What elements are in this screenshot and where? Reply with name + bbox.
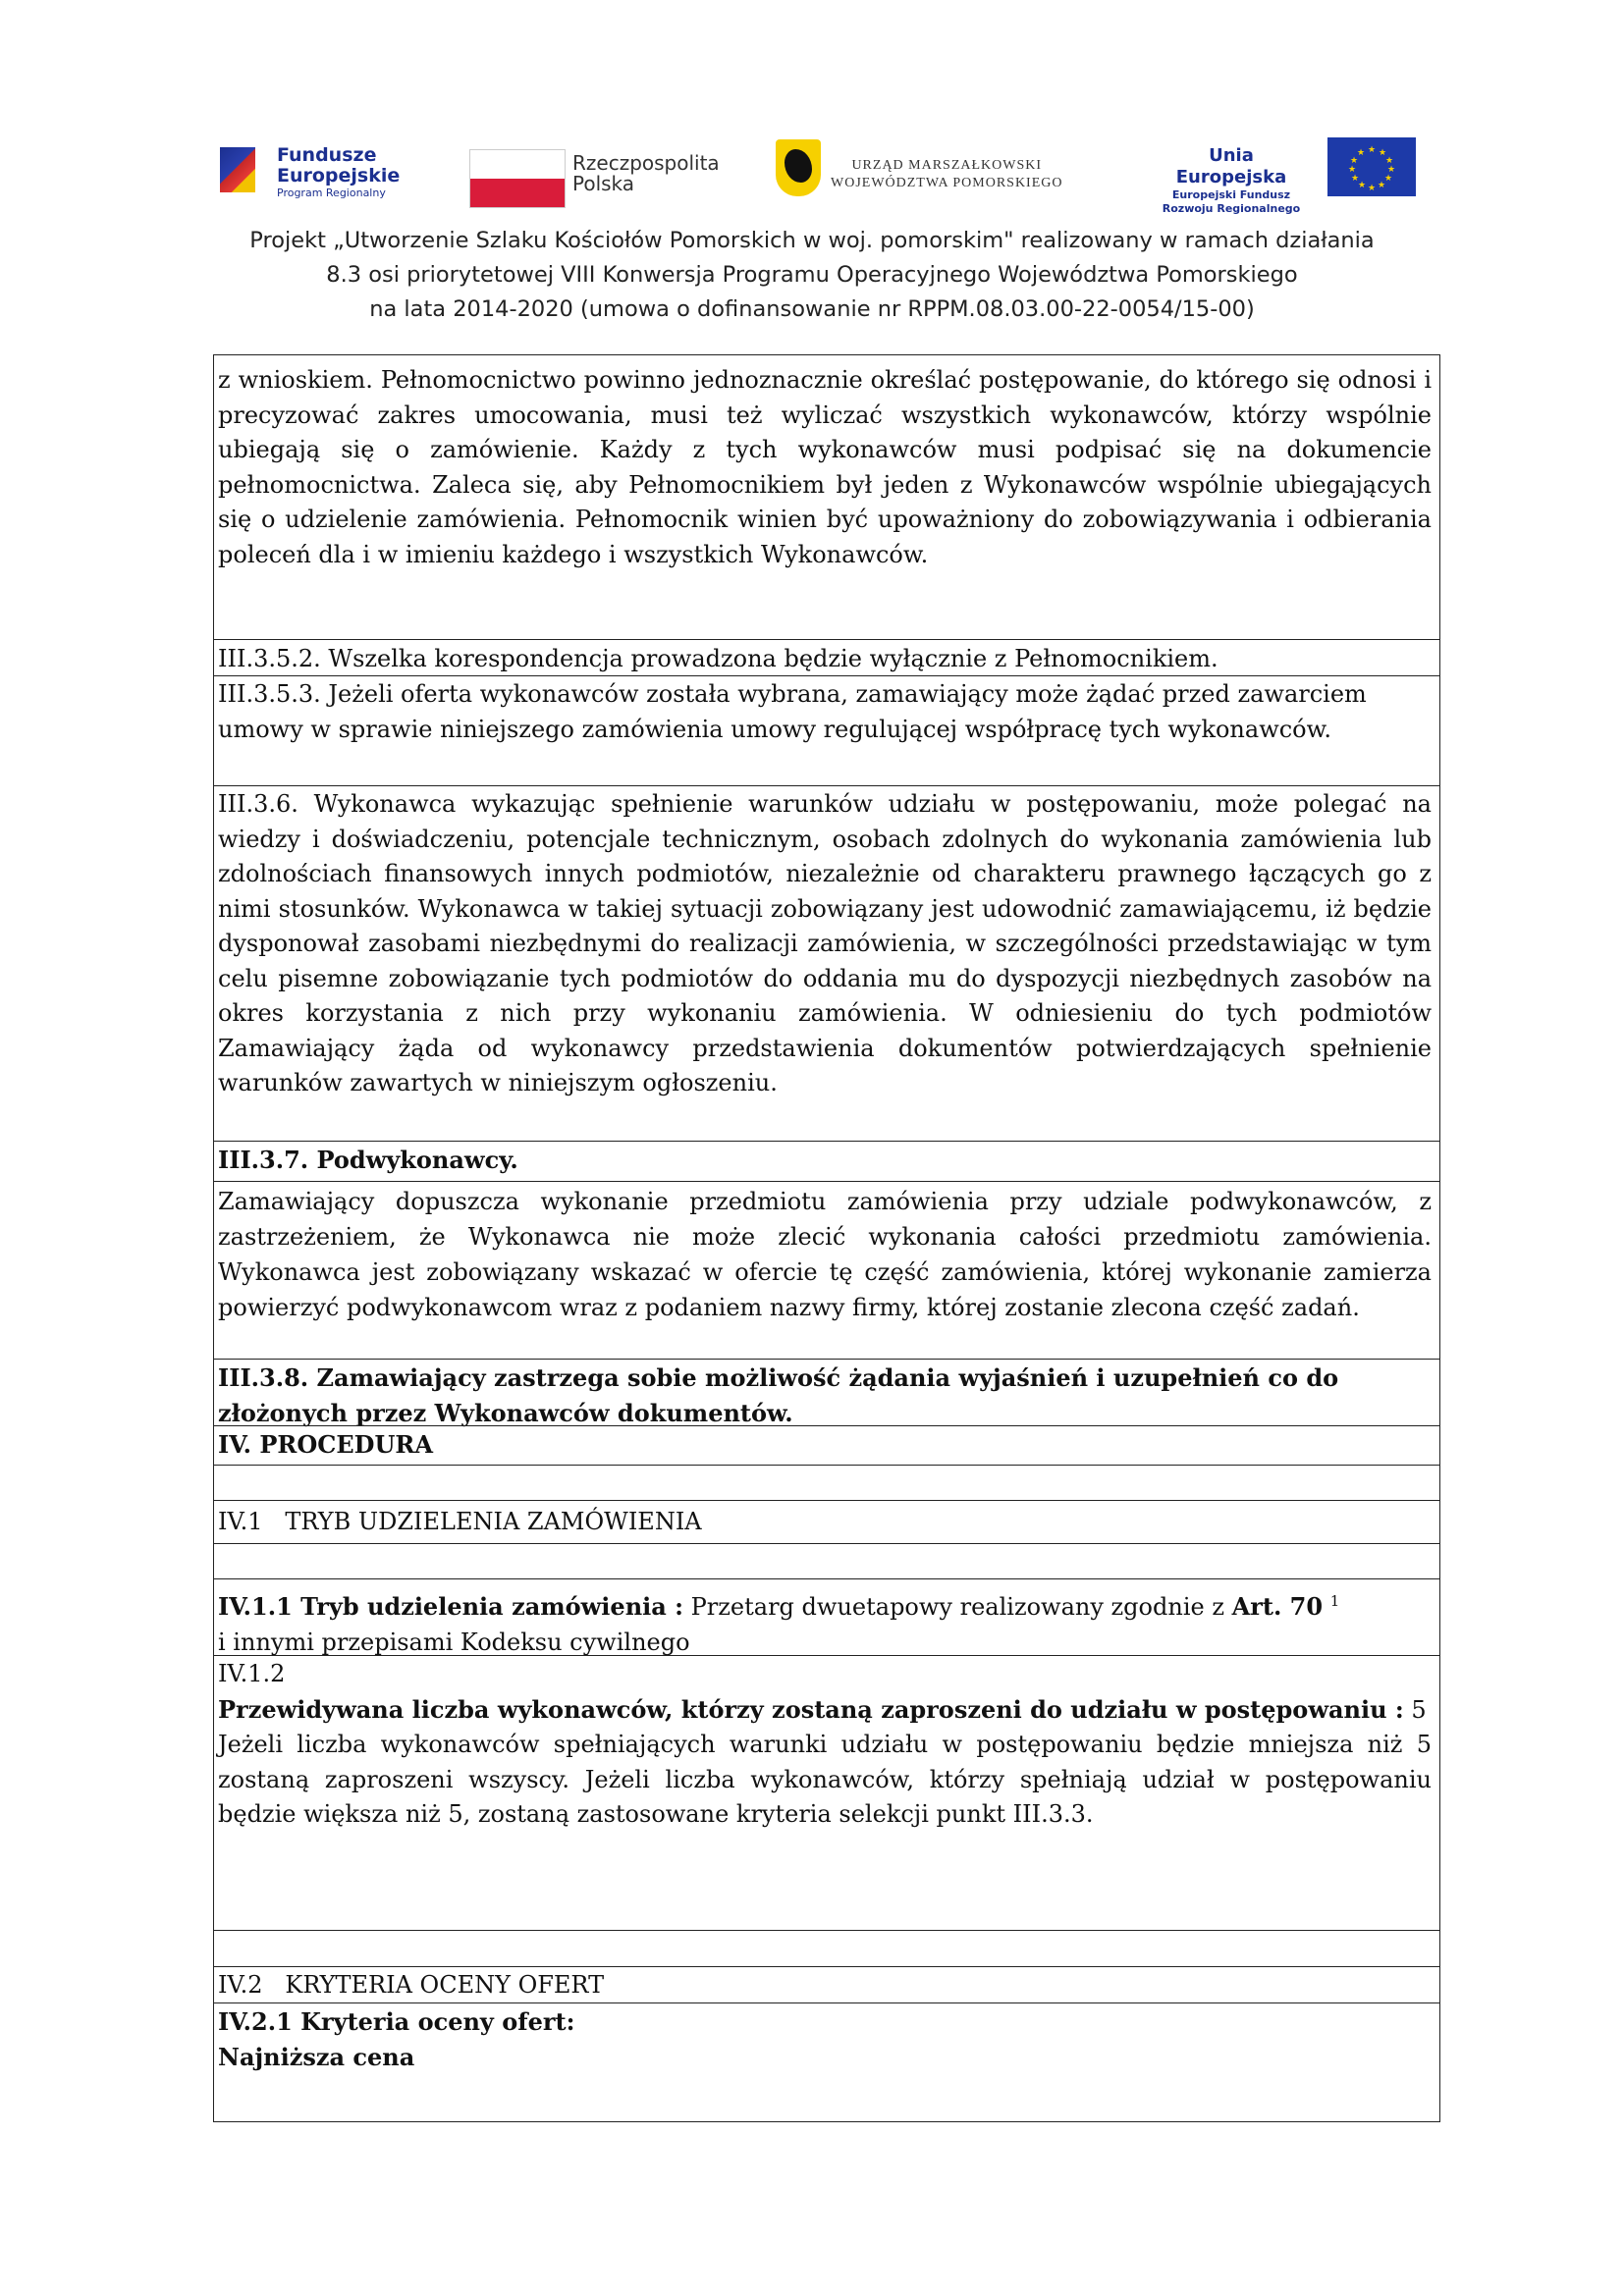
- divider: [213, 1543, 1440, 1544]
- divider: [213, 675, 1440, 676]
- fe-logo-text: Fundusze Europejskie Program Regionalny: [277, 144, 401, 199]
- section-3-3-5-2: III.3.5.2. Wszelka korespondencja prowadzona będzie wyłącznie z Pełnomocnikiem.: [218, 645, 1218, 672]
- divider: [213, 639, 1440, 640]
- ue-logo-text: Unia Europejska Europejski Fundusz Rozwoju Regionalnego: [1162, 145, 1301, 215]
- fe-star-icon: [220, 147, 255, 192]
- section-3-3-7-text: Zamawiający dopuszcza wykonanie przedmiotu zamówienia przy udziale podwykonawców, z zastrzeżeniem, że Wykonawca nie może zlecić wykonania całości przedmiotu zamówienia. Wykonawca jest zobowiązany wskazać w ofercie tę część zamówienia, której wykonanie zamierza powierzyć podwykonawcom wraz z podaniem nazwy firmy, której zostanie zlecona część zadań.: [218, 1188, 1432, 1321]
- section-3-3-5-3: III.3.5.3. Jeżeli oferta wykonawców została wybrana, zamawiający może żądać przed zawarciem umowy w sprawie niniejszego zamówienia umowy regulującej współpracę tych wykonawców.: [218, 680, 1367, 743]
- divider: [213, 1578, 1440, 1579]
- section-3-3-6: III.3.6. Wykonawca wykazując spełnienie warunków udziału w postępowaniu, może polegać na wiedzy i doświadczeniu, potencjale technicznym, osobach zdolnych do wykonania zamówienia lub zdolnościach finansowych innych podmiotów, niezależnie od charakteru prawnego łączących go z nimi stosunków. Wykonawca w takiej sytuacji zobowiązany jest udowodnić zamawiającemu, iż będzie dysponował zasobami niezbędnymi do realizacji zamówienia, w szczególności przedstawiając w tym celu pisemne zobowiązanie tych podmiotów do oddania mu do dyspozycji niezbędnych zasobów na okres korzystania z nich przy wykonaniu zamówienia. W odniesieniu do tych podmiotów Zamawiający żąda od wykonawcy przedstawienia dokumentów potwierdzających spełnienie warunków zawartych w niniejszym ogłoszeniu.: [218, 790, 1432, 1096]
- project-description: Projekt „Utworzenie Szlaku Kościołów Pomorskich w woj. pomorskim" realizowany w ramach działania 8.3 osi priorytetowej VIII Konwersja Programu Operacyjnego Województwa Pomorskiego na lata 2014-2020 (umowa o dofinansowanie nr RPPM.08.03.00-22-0054/15-00): [249, 228, 1375, 322]
- intro-paragraph: z wnioskiem. Pełnomocnictwo powinno jednoznacznie określać postępowanie, do którego się odnosi i precyzować zakres umocowania, musi też wyliczać wszystkich wykonawców, którzy wspólnie ubiegają się o zamówienie. Każdy z tych wykonawców musi podpisać się na dokumencie pełnomocnictwa. Zaleca się, aby Pełnomocnikiem był jeden z Wykonawców wspólnie ubiegających się o udzielenie zamówienia. Pełnomocnik winien być upoważniony do zobowiązywania i odbierania poleceń dla i w imieniu każdego i wszystkich Wykonawców.: [218, 366, 1432, 568]
- divider: [213, 2002, 1440, 2003]
- pl-logo-text: Rzeczpospolita Polska: [572, 151, 720, 195]
- divider: [213, 1655, 1440, 1656]
- section-4-2-1: IV.2.1 Kryteria oceny ofert: Najniższa cena: [218, 2007, 575, 2071]
- polish-flag-icon: [469, 149, 566, 208]
- divider: [213, 1181, 1440, 1182]
- divider: [213, 1359, 1440, 1360]
- section-4-1: IV.1 TRYB UDZIELENIA ZAMÓWIENIA: [218, 1508, 702, 1535]
- section-4-2: IV.2 KRYTERIA OCENY OFERT: [218, 1971, 605, 1999]
- divider: [213, 785, 1440, 786]
- section-4-1-1: IV.1.1 Tryb udzielenia zamówienia : Przetarg dwuetapowy realizowany zgodnie z Art. 70 $^1$ i innymi przepisami Kodeksu cywilnego: [218, 1592, 1340, 1656]
- divider: [213, 1966, 1440, 1967]
- section-3-3-7-heading: III.3.7. Podwykonawcy.: [218, 1146, 518, 1174]
- urzad-logo-text: URZĄD MARSZAŁKOWSKI WOJEWÓDZTWA POMORSKIEGO: [831, 158, 1063, 190]
- section-4-1-2: IV.1.2 Przewidywana liczba wykonawców, którzy zostaną zaproszeni do udziału w postępowaniu : 5 Jeżeli liczba wykonawców spełniających warunki udziału w postępowaniu będzie mniejsza niż 5 zostaną zaproszeni wszyscy. Jeżeli liczba wykonawców, którzy spełniają udział w postępowaniu będzie większa niż 5, zostaną zastosowane kryteria selekcji punkt III.3.3.: [218, 1660, 1432, 1828]
- eu-flag-icon: ★ ★ ★ ★ ★ ★ ★ ★ ★ ★ ★ ★: [1327, 137, 1416, 196]
- griffin-crest-icon: [776, 139, 821, 196]
- divider: [213, 1141, 1440, 1142]
- section-3-3-8: III.3.8. Zamawiający zastrzega sobie możliwość żądania wyjaśnień i uzupełnień co do złożonych przez Wykonawców dokumentów.: [218, 1363, 1339, 1427]
- divider: [213, 1500, 1440, 1501]
- section-4-heading: IV. PROCEDURA: [218, 1430, 433, 1459]
- divider: [213, 1425, 1440, 1426]
- divider: [213, 1465, 1440, 1466]
- divider: [213, 1930, 1440, 1931]
